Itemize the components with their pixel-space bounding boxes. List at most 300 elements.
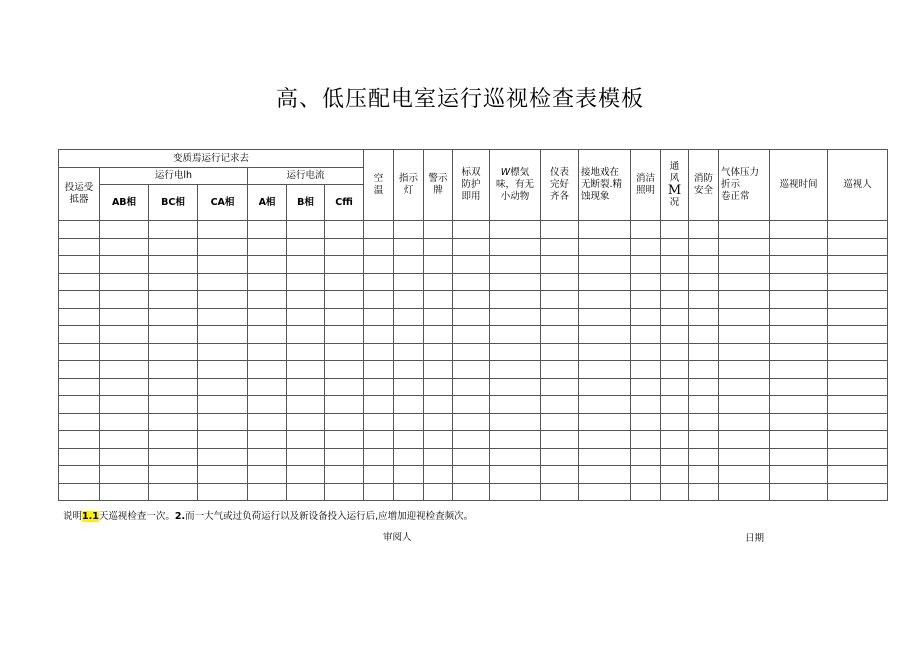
- table-cell[interactable]: [364, 483, 394, 501]
- table-cell[interactable]: [719, 238, 770, 256]
- table-cell[interactable]: [149, 361, 198, 379]
- table-cell[interactable]: [394, 291, 424, 309]
- table-cell[interactable]: [661, 483, 689, 501]
- table-cell[interactable]: [661, 413, 689, 431]
- table-cell[interactable]: [719, 256, 770, 274]
- table-cell[interactable]: [661, 273, 689, 291]
- table-cell[interactable]: [719, 326, 770, 344]
- table-cell[interactable]: [828, 221, 888, 239]
- table-cell[interactable]: [394, 413, 424, 431]
- table-cell[interactable]: [689, 291, 719, 309]
- table-cell[interactable]: [828, 361, 888, 379]
- table-cell[interactable]: [770, 273, 828, 291]
- table-cell[interactable]: [631, 431, 661, 449]
- table-cell[interactable]: [490, 396, 541, 414]
- table-cell[interactable]: [828, 378, 888, 396]
- table-cell[interactable]: [100, 448, 149, 466]
- table-cell[interactable]: [689, 483, 719, 501]
- table-cell[interactable]: [424, 378, 453, 396]
- table-cell[interactable]: [719, 221, 770, 239]
- table-cell[interactable]: [198, 466, 248, 484]
- table-cell[interactable]: [661, 378, 689, 396]
- table-cell[interactable]: [770, 413, 828, 431]
- table-cell[interactable]: [689, 256, 719, 274]
- table-cell[interactable]: [770, 378, 828, 396]
- table-cell[interactable]: [100, 361, 149, 379]
- table-cell[interactable]: [541, 378, 579, 396]
- table-cell[interactable]: [490, 466, 541, 484]
- table-cell[interactable]: [198, 483, 248, 501]
- table-cell[interactable]: [770, 326, 828, 344]
- table-cell[interactable]: [287, 378, 325, 396]
- table-cell[interactable]: [828, 483, 888, 501]
- table-cell[interactable]: [453, 308, 490, 326]
- table-cell[interactable]: [453, 431, 490, 449]
- table-cell[interactable]: [394, 273, 424, 291]
- table-cell[interactable]: [631, 483, 661, 501]
- table-cell[interactable]: [287, 238, 325, 256]
- table-cell[interactable]: [325, 483, 364, 501]
- table-cell[interactable]: [828, 413, 888, 431]
- table-cell[interactable]: [394, 361, 424, 379]
- table-cell[interactable]: [689, 466, 719, 484]
- table-cell[interactable]: [248, 378, 287, 396]
- table-cell[interactable]: [287, 431, 325, 449]
- table-cell[interactable]: [828, 326, 888, 344]
- table-cell[interactable]: [325, 256, 364, 274]
- table-cell[interactable]: [424, 308, 453, 326]
- table-cell[interactable]: [490, 221, 541, 239]
- table-cell[interactable]: [770, 308, 828, 326]
- table-cell[interactable]: [631, 326, 661, 344]
- table-cell[interactable]: [424, 221, 453, 239]
- table-cell[interactable]: [248, 256, 287, 274]
- table-cell[interactable]: [661, 361, 689, 379]
- table-cell[interactable]: [59, 361, 100, 379]
- table-cell[interactable]: [394, 343, 424, 361]
- table-cell[interactable]: [631, 291, 661, 309]
- table-cell[interactable]: [100, 308, 149, 326]
- table-cell[interactable]: [100, 238, 149, 256]
- table-cell[interactable]: [248, 291, 287, 309]
- table-cell[interactable]: [453, 256, 490, 274]
- table-cell[interactable]: [100, 466, 149, 484]
- table-cell[interactable]: [325, 343, 364, 361]
- table-cell[interactable]: [248, 238, 287, 256]
- table-cell[interactable]: [490, 361, 541, 379]
- table-cell[interactable]: [661, 308, 689, 326]
- table-cell[interactable]: [149, 326, 198, 344]
- table-cell[interactable]: [719, 413, 770, 431]
- table-cell[interactable]: [364, 361, 394, 379]
- table-cell[interactable]: [719, 308, 770, 326]
- table-cell[interactable]: [541, 396, 579, 414]
- table-cell[interactable]: [719, 273, 770, 291]
- table-cell[interactable]: [719, 396, 770, 414]
- table-cell[interactable]: [59, 343, 100, 361]
- table-cell[interactable]: [579, 483, 631, 501]
- table-cell[interactable]: [149, 256, 198, 274]
- table-cell[interactable]: [248, 431, 287, 449]
- table-cell[interactable]: [661, 256, 689, 274]
- table-cell[interactable]: [579, 326, 631, 344]
- table-cell[interactable]: [198, 343, 248, 361]
- table-cell[interactable]: [828, 431, 888, 449]
- table-cell[interactable]: [689, 413, 719, 431]
- table-cell[interactable]: [59, 273, 100, 291]
- table-cell[interactable]: [287, 466, 325, 484]
- table-cell[interactable]: [770, 291, 828, 309]
- table-cell[interactable]: [579, 238, 631, 256]
- table-cell[interactable]: [828, 273, 888, 291]
- table-cell[interactable]: [453, 273, 490, 291]
- table-cell[interactable]: [149, 396, 198, 414]
- table-cell[interactable]: [689, 361, 719, 379]
- table-cell[interactable]: [59, 396, 100, 414]
- table-cell[interactable]: [541, 256, 579, 274]
- table-cell[interactable]: [770, 396, 828, 414]
- table-cell[interactable]: [424, 448, 453, 466]
- table-cell[interactable]: [689, 273, 719, 291]
- table-cell[interactable]: [364, 308, 394, 326]
- table-cell[interactable]: [453, 448, 490, 466]
- table-cell[interactable]: [198, 326, 248, 344]
- table-cell[interactable]: [661, 448, 689, 466]
- table-cell[interactable]: [325, 308, 364, 326]
- table-cell[interactable]: [325, 273, 364, 291]
- table-cell[interactable]: [719, 378, 770, 396]
- table-cell[interactable]: [828, 238, 888, 256]
- table-cell[interactable]: [287, 221, 325, 239]
- table-cell[interactable]: [631, 273, 661, 291]
- table-cell[interactable]: [541, 413, 579, 431]
- table-cell[interactable]: [490, 378, 541, 396]
- table-cell[interactable]: [59, 291, 100, 309]
- table-cell[interactable]: [579, 256, 631, 274]
- table-cell[interactable]: [198, 308, 248, 326]
- table-cell[interactable]: [325, 326, 364, 344]
- table-cell[interactable]: [364, 396, 394, 414]
- table-cell[interactable]: [325, 431, 364, 449]
- table-cell[interactable]: [364, 291, 394, 309]
- table-cell[interactable]: [198, 378, 248, 396]
- table-cell[interactable]: [661, 326, 689, 344]
- table-cell[interactable]: [719, 343, 770, 361]
- table-cell[interactable]: [198, 396, 248, 414]
- table-cell[interactable]: [248, 466, 287, 484]
- table-cell[interactable]: [59, 483, 100, 501]
- table-cell[interactable]: [828, 343, 888, 361]
- table-cell[interactable]: [770, 431, 828, 449]
- table-cell[interactable]: [541, 291, 579, 309]
- table-cell[interactable]: [394, 483, 424, 501]
- table-cell[interactable]: [453, 291, 490, 309]
- table-cell[interactable]: [248, 361, 287, 379]
- table-cell[interactable]: [424, 238, 453, 256]
- table-cell[interactable]: [424, 361, 453, 379]
- table-cell[interactable]: [770, 221, 828, 239]
- table-cell[interactable]: [579, 291, 631, 309]
- table-cell[interactable]: [453, 378, 490, 396]
- table-cell[interactable]: [828, 256, 888, 274]
- table-cell[interactable]: [100, 396, 149, 414]
- table-cell[interactable]: [579, 221, 631, 239]
- table-cell[interactable]: [364, 238, 394, 256]
- table-cell[interactable]: [828, 308, 888, 326]
- table-cell[interactable]: [364, 378, 394, 396]
- table-cell[interactable]: [149, 238, 198, 256]
- table-cell[interactable]: [453, 238, 490, 256]
- table-cell[interactable]: [59, 326, 100, 344]
- table-cell[interactable]: [579, 273, 631, 291]
- table-cell[interactable]: [631, 466, 661, 484]
- table-cell[interactable]: [541, 221, 579, 239]
- table-cell[interactable]: [661, 431, 689, 449]
- table-cell[interactable]: [541, 448, 579, 466]
- table-cell[interactable]: [770, 343, 828, 361]
- table-cell[interactable]: [689, 326, 719, 344]
- table-cell[interactable]: [364, 466, 394, 484]
- table-cell[interactable]: [198, 448, 248, 466]
- table-cell[interactable]: [325, 238, 364, 256]
- table-cell[interactable]: [100, 291, 149, 309]
- table-cell[interactable]: [689, 343, 719, 361]
- table-cell[interactable]: [490, 256, 541, 274]
- table-cell[interactable]: [149, 291, 198, 309]
- table-cell[interactable]: [100, 378, 149, 396]
- table-cell[interactable]: [424, 343, 453, 361]
- table-cell[interactable]: [287, 308, 325, 326]
- table-cell[interactable]: [394, 431, 424, 449]
- table-cell[interactable]: [59, 378, 100, 396]
- table-cell[interactable]: [631, 361, 661, 379]
- table-cell[interactable]: [453, 326, 490, 344]
- table-cell[interactable]: [287, 396, 325, 414]
- table-cell[interactable]: [394, 221, 424, 239]
- table-cell[interactable]: [424, 483, 453, 501]
- table-cell[interactable]: [394, 256, 424, 274]
- table-cell[interactable]: [579, 308, 631, 326]
- table-cell[interactable]: [248, 326, 287, 344]
- table-cell[interactable]: [661, 221, 689, 239]
- table-cell[interactable]: [631, 378, 661, 396]
- table-cell[interactable]: [364, 273, 394, 291]
- table-cell[interactable]: [287, 256, 325, 274]
- table-cell[interactable]: [100, 413, 149, 431]
- table-cell[interactable]: [689, 396, 719, 414]
- table-cell[interactable]: [490, 326, 541, 344]
- table-cell[interactable]: [490, 273, 541, 291]
- table-cell[interactable]: [149, 273, 198, 291]
- table-cell[interactable]: [59, 466, 100, 484]
- table-cell[interactable]: [287, 326, 325, 344]
- table-cell[interactable]: [453, 343, 490, 361]
- table-cell[interactable]: [770, 483, 828, 501]
- table-cell[interactable]: [661, 466, 689, 484]
- table-cell[interactable]: [579, 466, 631, 484]
- table-cell[interactable]: [248, 396, 287, 414]
- table-cell[interactable]: [579, 448, 631, 466]
- table-cell[interactable]: [770, 448, 828, 466]
- table-cell[interactable]: [59, 221, 100, 239]
- table-cell[interactable]: [100, 326, 149, 344]
- table-cell[interactable]: [248, 221, 287, 239]
- table-cell[interactable]: [198, 273, 248, 291]
- table-cell[interactable]: [248, 483, 287, 501]
- table-cell[interactable]: [579, 431, 631, 449]
- table-cell[interactable]: [364, 256, 394, 274]
- table-cell[interactable]: [579, 378, 631, 396]
- table-cell[interactable]: [770, 256, 828, 274]
- table-cell[interactable]: [248, 448, 287, 466]
- table-cell[interactable]: [719, 483, 770, 501]
- table-cell[interactable]: [541, 361, 579, 379]
- table-cell[interactable]: [287, 448, 325, 466]
- table-cell[interactable]: [149, 466, 198, 484]
- table-cell[interactable]: [770, 361, 828, 379]
- table-cell[interactable]: [325, 448, 364, 466]
- table-cell[interactable]: [100, 256, 149, 274]
- table-cell[interactable]: [631, 343, 661, 361]
- table-cell[interactable]: [149, 378, 198, 396]
- table-cell[interactable]: [453, 483, 490, 501]
- table-cell[interactable]: [689, 448, 719, 466]
- table-cell[interactable]: [248, 273, 287, 291]
- table-cell[interactable]: [287, 343, 325, 361]
- table-cell[interactable]: [149, 483, 198, 501]
- table-cell[interactable]: [719, 448, 770, 466]
- table-cell[interactable]: [490, 413, 541, 431]
- table-cell[interactable]: [149, 221, 198, 239]
- table-cell[interactable]: [631, 448, 661, 466]
- table-cell[interactable]: [198, 413, 248, 431]
- table-cell[interactable]: [424, 256, 453, 274]
- table-cell[interactable]: [541, 343, 579, 361]
- table-cell[interactable]: [719, 466, 770, 484]
- table-cell[interactable]: [453, 413, 490, 431]
- table-cell[interactable]: [149, 448, 198, 466]
- table-cell[interactable]: [541, 308, 579, 326]
- table-cell[interactable]: [149, 308, 198, 326]
- table-cell[interactable]: [198, 361, 248, 379]
- table-cell[interactable]: [394, 326, 424, 344]
- table-cell[interactable]: [541, 326, 579, 344]
- table-cell[interactable]: [453, 396, 490, 414]
- table-cell[interactable]: [100, 431, 149, 449]
- table-cell[interactable]: [689, 308, 719, 326]
- table-cell[interactable]: [490, 291, 541, 309]
- table-cell[interactable]: [828, 396, 888, 414]
- table-cell[interactable]: [541, 466, 579, 484]
- table-cell[interactable]: [424, 431, 453, 449]
- table-cell[interactable]: [453, 361, 490, 379]
- table-cell[interactable]: [287, 413, 325, 431]
- table-cell[interactable]: [424, 326, 453, 344]
- table-cell[interactable]: [394, 238, 424, 256]
- table-cell[interactable]: [490, 308, 541, 326]
- table-cell[interactable]: [770, 238, 828, 256]
- table-cell[interactable]: [325, 221, 364, 239]
- table-cell[interactable]: [149, 343, 198, 361]
- table-cell[interactable]: [100, 273, 149, 291]
- table-cell[interactable]: [689, 378, 719, 396]
- table-cell[interactable]: [689, 431, 719, 449]
- table-cell[interactable]: [325, 413, 364, 431]
- table-cell[interactable]: [100, 483, 149, 501]
- table-cell[interactable]: [198, 431, 248, 449]
- table-cell[interactable]: [394, 308, 424, 326]
- table-cell[interactable]: [719, 361, 770, 379]
- table-cell[interactable]: [59, 238, 100, 256]
- table-cell[interactable]: [325, 396, 364, 414]
- table-cell[interactable]: [631, 256, 661, 274]
- table-cell[interactable]: [453, 221, 490, 239]
- table-cell[interactable]: [364, 326, 394, 344]
- table-cell[interactable]: [541, 431, 579, 449]
- table-cell[interactable]: [631, 396, 661, 414]
- table-cell[interactable]: [287, 291, 325, 309]
- table-cell[interactable]: [453, 466, 490, 484]
- table-cell[interactable]: [59, 448, 100, 466]
- table-cell[interactable]: [541, 238, 579, 256]
- table-cell[interactable]: [287, 361, 325, 379]
- table-cell[interactable]: [541, 273, 579, 291]
- table-cell[interactable]: [394, 378, 424, 396]
- table-cell[interactable]: [490, 238, 541, 256]
- table-cell[interactable]: [689, 238, 719, 256]
- table-cell[interactable]: [631, 413, 661, 431]
- table-cell[interactable]: [100, 343, 149, 361]
- table-cell[interactable]: [424, 413, 453, 431]
- table-cell[interactable]: [394, 448, 424, 466]
- table-cell[interactable]: [490, 483, 541, 501]
- table-cell[interactable]: [325, 378, 364, 396]
- table-cell[interactable]: [364, 431, 394, 449]
- table-cell[interactable]: [248, 413, 287, 431]
- table-cell[interactable]: [364, 448, 394, 466]
- table-cell[interactable]: [59, 308, 100, 326]
- table-cell[interactable]: [490, 343, 541, 361]
- table-cell[interactable]: [198, 238, 248, 256]
- table-cell[interactable]: [424, 466, 453, 484]
- table-cell[interactable]: [631, 221, 661, 239]
- table-cell[interactable]: [661, 291, 689, 309]
- table-cell[interactable]: [59, 256, 100, 274]
- table-cell[interactable]: [325, 466, 364, 484]
- table-cell[interactable]: [394, 466, 424, 484]
- table-cell[interactable]: [364, 343, 394, 361]
- table-cell[interactable]: [248, 308, 287, 326]
- table-cell[interactable]: [579, 361, 631, 379]
- table-cell[interactable]: [100, 221, 149, 239]
- table-cell[interactable]: [719, 431, 770, 449]
- table-cell[interactable]: [198, 256, 248, 274]
- table-cell[interactable]: [490, 431, 541, 449]
- table-cell[interactable]: [59, 431, 100, 449]
- table-cell[interactable]: [325, 361, 364, 379]
- table-cell[interactable]: [198, 291, 248, 309]
- table-cell[interactable]: [424, 273, 453, 291]
- table-cell[interactable]: [149, 413, 198, 431]
- table-cell[interactable]: [490, 448, 541, 466]
- table-cell[interactable]: [424, 396, 453, 414]
- table-cell[interactable]: [394, 396, 424, 414]
- table-cell[interactable]: [770, 466, 828, 484]
- table-cell[interactable]: [541, 483, 579, 501]
- table-cell[interactable]: [719, 291, 770, 309]
- table-cell[interactable]: [287, 483, 325, 501]
- table-cell[interactable]: [661, 396, 689, 414]
